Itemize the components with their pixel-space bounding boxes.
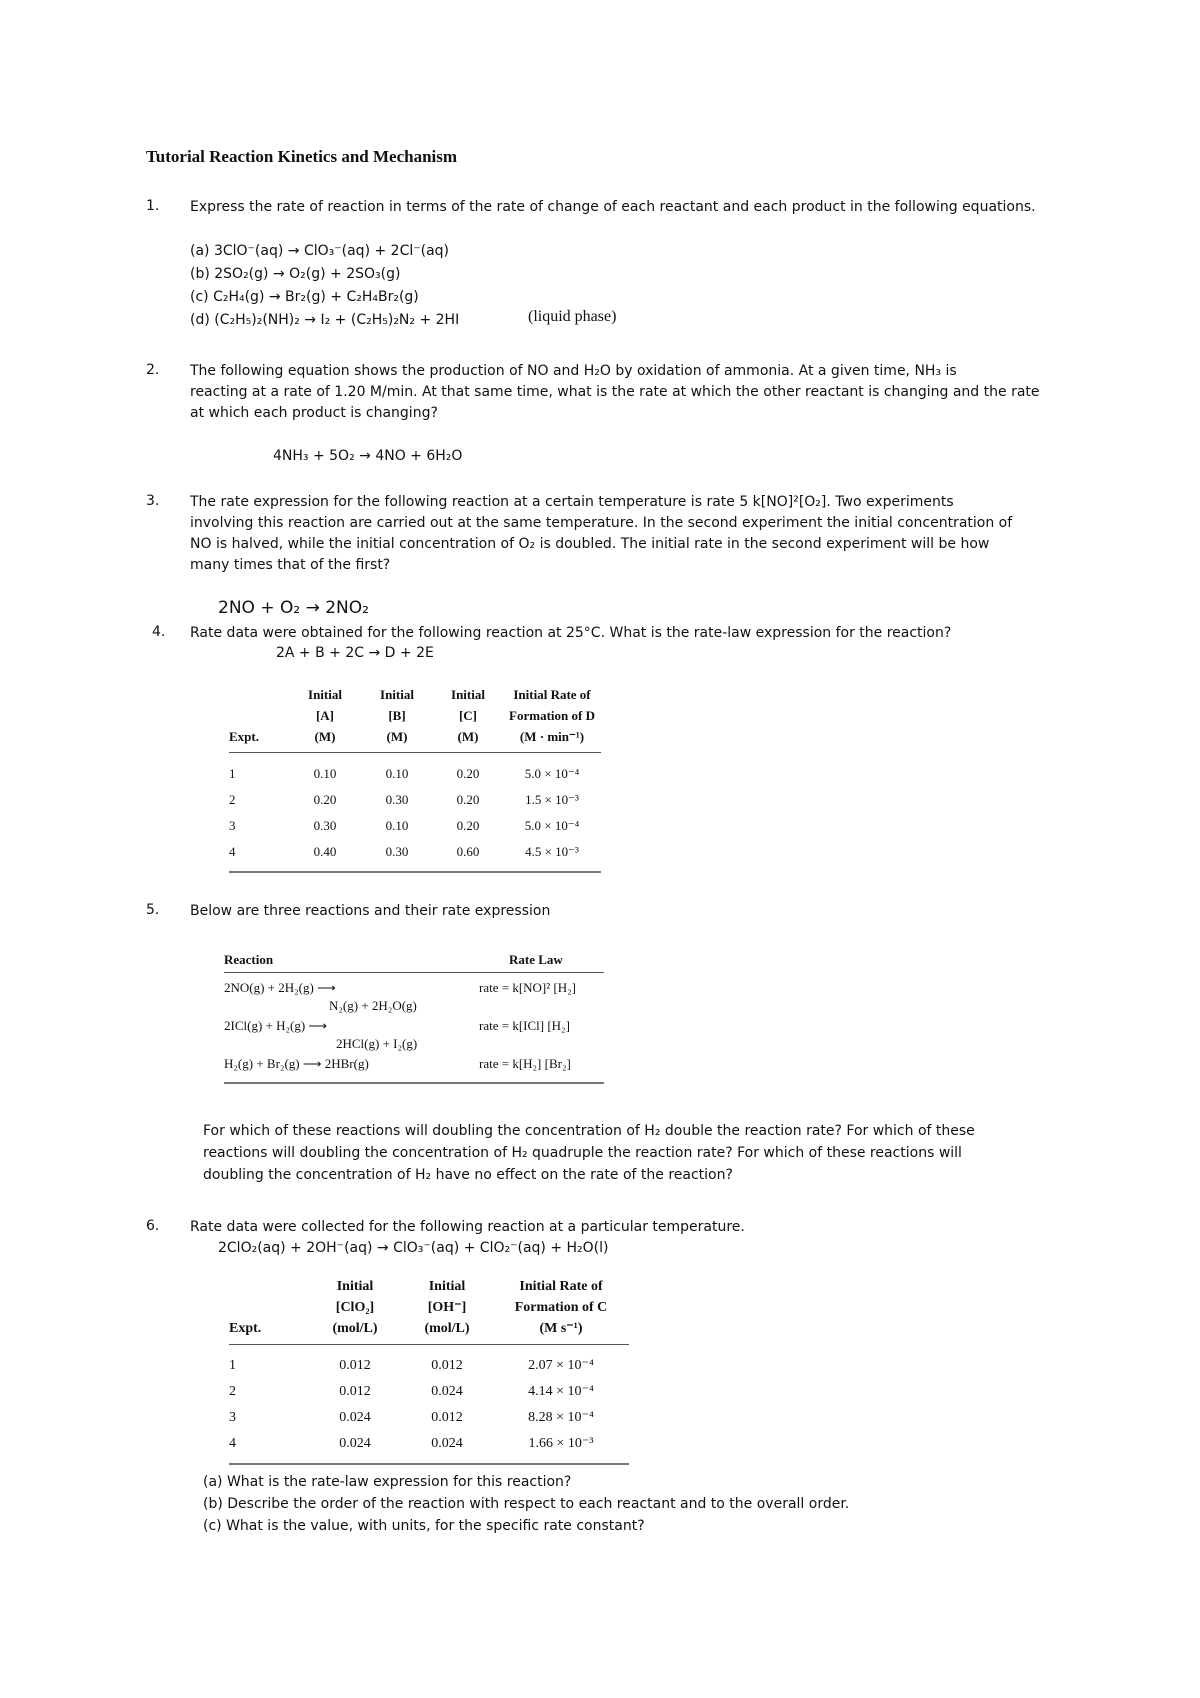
table-cell: 2 [229, 792, 236, 807]
reaction-3-rate-law: rate = k[H₂] [Br₂] [479, 1056, 571, 1071]
table-cell: 0.20 [456, 766, 480, 781]
table-header-cell: [ClO₂] [335, 1300, 375, 1315]
table-row [224, 998, 604, 1018]
question-6-text: Rate data were collected for the following reaction at a particular temperature. [190, 1219, 745, 1235]
table-row [229, 1379, 629, 1405]
table-row [229, 1431, 629, 1464]
table-cell: 0.30 [385, 792, 409, 807]
table-row [229, 753, 601, 788]
table-header-cell: (M · min⁻¹) [503, 726, 601, 753]
table-cell: 1.66 × 10⁻³ [493, 1431, 629, 1464]
question-3-line-4: many times that of the first? [190, 557, 391, 573]
question-2-number: 2. [146, 362, 160, 378]
question-4-number: 4. [152, 624, 166, 640]
table-header-cell [229, 1276, 309, 1297]
table-cell: 3 [229, 818, 236, 833]
table-header-cell: Expt. [229, 726, 289, 753]
table-cell: 0.60 [433, 839, 503, 872]
table-cell: 0.024 [309, 1431, 401, 1464]
table-header-cell [229, 705, 289, 726]
table-cell: 0.024 [401, 1431, 493, 1464]
table-cell: 0.012 [339, 1358, 371, 1373]
table-header-cell: (M) [361, 726, 433, 753]
question-5-text: Below are three reactions and their rate expression [190, 903, 551, 919]
question-2-line-1: The following equation shows the production of NO and H₂O by oxidation of ammonia. At a given time, NH₃ is [190, 363, 957, 379]
question-3-line-2: involving this reaction are carried out at the same temperature. In the second experiment the initial concentration of [190, 515, 1013, 531]
reaction-1-products: N₂(g) + 2H₂O(g) [329, 998, 417, 1013]
reaction-3-equation: H₂(g) + Br₂(g) ⟶ 2HBr(g) [224, 1056, 369, 1071]
table-header-cell: [OH⁻] [427, 1300, 467, 1315]
table-cell: 2 [229, 1384, 236, 1399]
table-bottom-rule [224, 1082, 604, 1084]
table-cell: 1.5 × 10⁻³ [525, 792, 579, 807]
question-1-number: 1. [146, 198, 160, 214]
question-1-item-d-note: (liquid phase) [528, 308, 617, 325]
table-cell: 0.10 [385, 818, 409, 833]
table-cell: 1 [229, 766, 236, 781]
question-2-equation: 4NH₃ + 5O₂ → 4NO + 6H₂O [273, 448, 463, 464]
question-2-line-3: at which each product is changing? [190, 405, 438, 421]
table-row [229, 1405, 629, 1431]
table-cell: 0.024 [431, 1384, 463, 1399]
question-4-text: Rate data were obtained for the following reaction at 25°C. What is the rate-law expression for the reaction? [190, 625, 952, 641]
rate-law-column-header: Rate Law [509, 952, 563, 967]
table-header-cell: [B] [388, 708, 406, 723]
table-header-cell: Initial [380, 687, 414, 702]
table-header-cell: (M) [433, 726, 503, 753]
question-5-follow-line-2: reactions will doubling the concentration of H₂ quadruple the reaction rate? For which of these reactions will [203, 1145, 962, 1161]
table-header-cell [229, 1297, 309, 1318]
table-cell: 0.40 [289, 839, 361, 872]
reaction-1-rate-law: rate = k[NO]² [H₂] [479, 980, 576, 995]
table-header-cell: Formation of D [509, 708, 595, 723]
table-cell: 0.024 [339, 1410, 371, 1425]
table-cell: 0.20 [456, 818, 480, 833]
table-header-cell: (M) [289, 726, 361, 753]
question-1-item-b: (b) 2SO₂(g) → O₂(g) + 2SO₃(g) [190, 266, 401, 282]
question-1-text: Express the rate of reaction in terms of the rate of change of each reactant and each product in the following equations. [190, 199, 1036, 215]
table-cell: 8.28 × 10⁻⁴ [528, 1410, 594, 1425]
table-cell: 4 [229, 1431, 309, 1464]
question-5-number: 5. [146, 902, 160, 918]
question-1-item-c: (c) C₂H₄(g) → Br₂(g) + C₂H₄Br₂(g) [190, 289, 419, 305]
question-3-line-1: The rate expression for the following reaction at a certain temperature is rate 5 k[NO]²[O₂]. Two experiments [190, 494, 954, 510]
question-6-number: 6. [146, 1218, 160, 1234]
question-2-line-2: reacting at a rate of 1.20 M/min. At that same time, what is the rate at which the other reactant is changing and the rate [190, 384, 1040, 400]
question-1-item-d: (d) (C₂H₅)₂(NH)₂ → I₂ + (C₂H₅)₂N₂ + 2HI [190, 312, 460, 328]
question-3-line-3: NO is halved, while the initial concentration of O₂ is doubled. The initial rate in the second experiment will be how [190, 536, 990, 552]
table-cell: 0.30 [313, 818, 337, 833]
table-header-cell: Formation of C [514, 1300, 608, 1315]
table-row [229, 813, 601, 839]
table-header-cell: Initial [336, 1279, 374, 1294]
table-header-cell: Initial Rate of [513, 687, 591, 702]
question-6-equation: 2ClO₂(aq) + 2OH⁻(aq) → ClO₃⁻(aq) + ClO₂⁻(aq) + H₂O(l) [218, 1240, 609, 1256]
table-cell: 0.10 [385, 766, 409, 781]
table-cell: 1 [229, 1358, 236, 1373]
table-cell: 0.20 [313, 792, 337, 807]
reaction-column-header: Reaction [224, 952, 274, 967]
table-cell: 0.012 [339, 1384, 371, 1399]
document-title: Tutorial Reaction Kinetics and Mechanism [146, 147, 458, 166]
table-row [224, 1056, 604, 1076]
question-3-equation: 2NO + O₂ → 2NO₂ [218, 598, 369, 618]
question-4-rate-table [229, 684, 601, 873]
table-row [224, 1018, 604, 1038]
question-6-part-c: (c) What is the value, with units, for the specific rate constant? [203, 1518, 645, 1534]
question-5-follow-line-1: For which of these reactions will doubling the concentration of H₂ double the reaction rate? For which of these [203, 1123, 975, 1139]
reaction-1-reactants: 2NO(g) + 2H₂(g) ⟶ [224, 980, 336, 995]
table-header-cell [229, 684, 289, 705]
table-cell: 0.012 [431, 1358, 463, 1373]
table-header-cell: Initial [428, 1279, 466, 1294]
table-row [229, 787, 601, 813]
table-header-cell: Initial [308, 687, 342, 702]
table-header-cell: [A] [315, 708, 335, 723]
table-header-cell: Initial Rate of [519, 1279, 603, 1294]
table-cell: 0.30 [361, 839, 433, 872]
question-6-rate-table [229, 1276, 629, 1465]
table-cell: 4.5 × 10⁻³ [503, 839, 601, 872]
reaction-2-rate-law: rate = k[ICl] [H₂] [479, 1018, 570, 1033]
question-4-equation: 2A + B + 2C → D + 2E [276, 645, 434, 661]
question-6-part-b: (b) Describe the order of the reaction with respect to each reactant and to the overall order. [203, 1496, 850, 1512]
question-6-part-a: (a) What is the rate-law expression for this reaction? [203, 1474, 572, 1490]
question-1-item-a: (a) 3ClO⁻(aq) → ClO₃⁻(aq) + 2Cl⁻(aq) [190, 243, 450, 259]
table-cell: 0.20 [456, 792, 480, 807]
table-header-cell: (M s⁻¹) [493, 1318, 629, 1345]
table-cell: 0.10 [313, 766, 337, 781]
table-cell: 0.012 [431, 1410, 463, 1425]
table-header [224, 950, 604, 973]
question-3-number: 3. [146, 493, 160, 509]
table-cell: 2.07 × 10⁻⁴ [528, 1358, 594, 1373]
table-header-cell: [C] [458, 708, 478, 723]
table-header-cell: Initial [451, 687, 485, 702]
table-cell: 5.0 × 10⁻⁴ [524, 766, 580, 781]
table-row [229, 839, 601, 872]
table-cell: 3 [229, 1410, 236, 1425]
question-5-follow-line-3: doubling the concentration of H₂ have no effect on the rate of the reaction? [203, 1167, 733, 1183]
table-cell: 4.14 × 10⁻⁴ [528, 1384, 594, 1399]
table-header-cell: (mol/L) [401, 1318, 493, 1345]
table-row [224, 1036, 604, 1056]
table-cell: 4 [229, 839, 289, 872]
table-header-cell: (mol/L) [309, 1318, 401, 1345]
reaction-2-products: 2HCl(g) + I₂(g) [336, 1036, 418, 1051]
table-cell: 5.0 × 10⁻⁴ [524, 818, 580, 833]
table-row [224, 980, 604, 1000]
table-header-cell: Expt. [229, 1318, 309, 1345]
reaction-2-reactants: 2ICl(g) + H₂(g) ⟶ [224, 1018, 328, 1033]
table-row [229, 1345, 629, 1380]
